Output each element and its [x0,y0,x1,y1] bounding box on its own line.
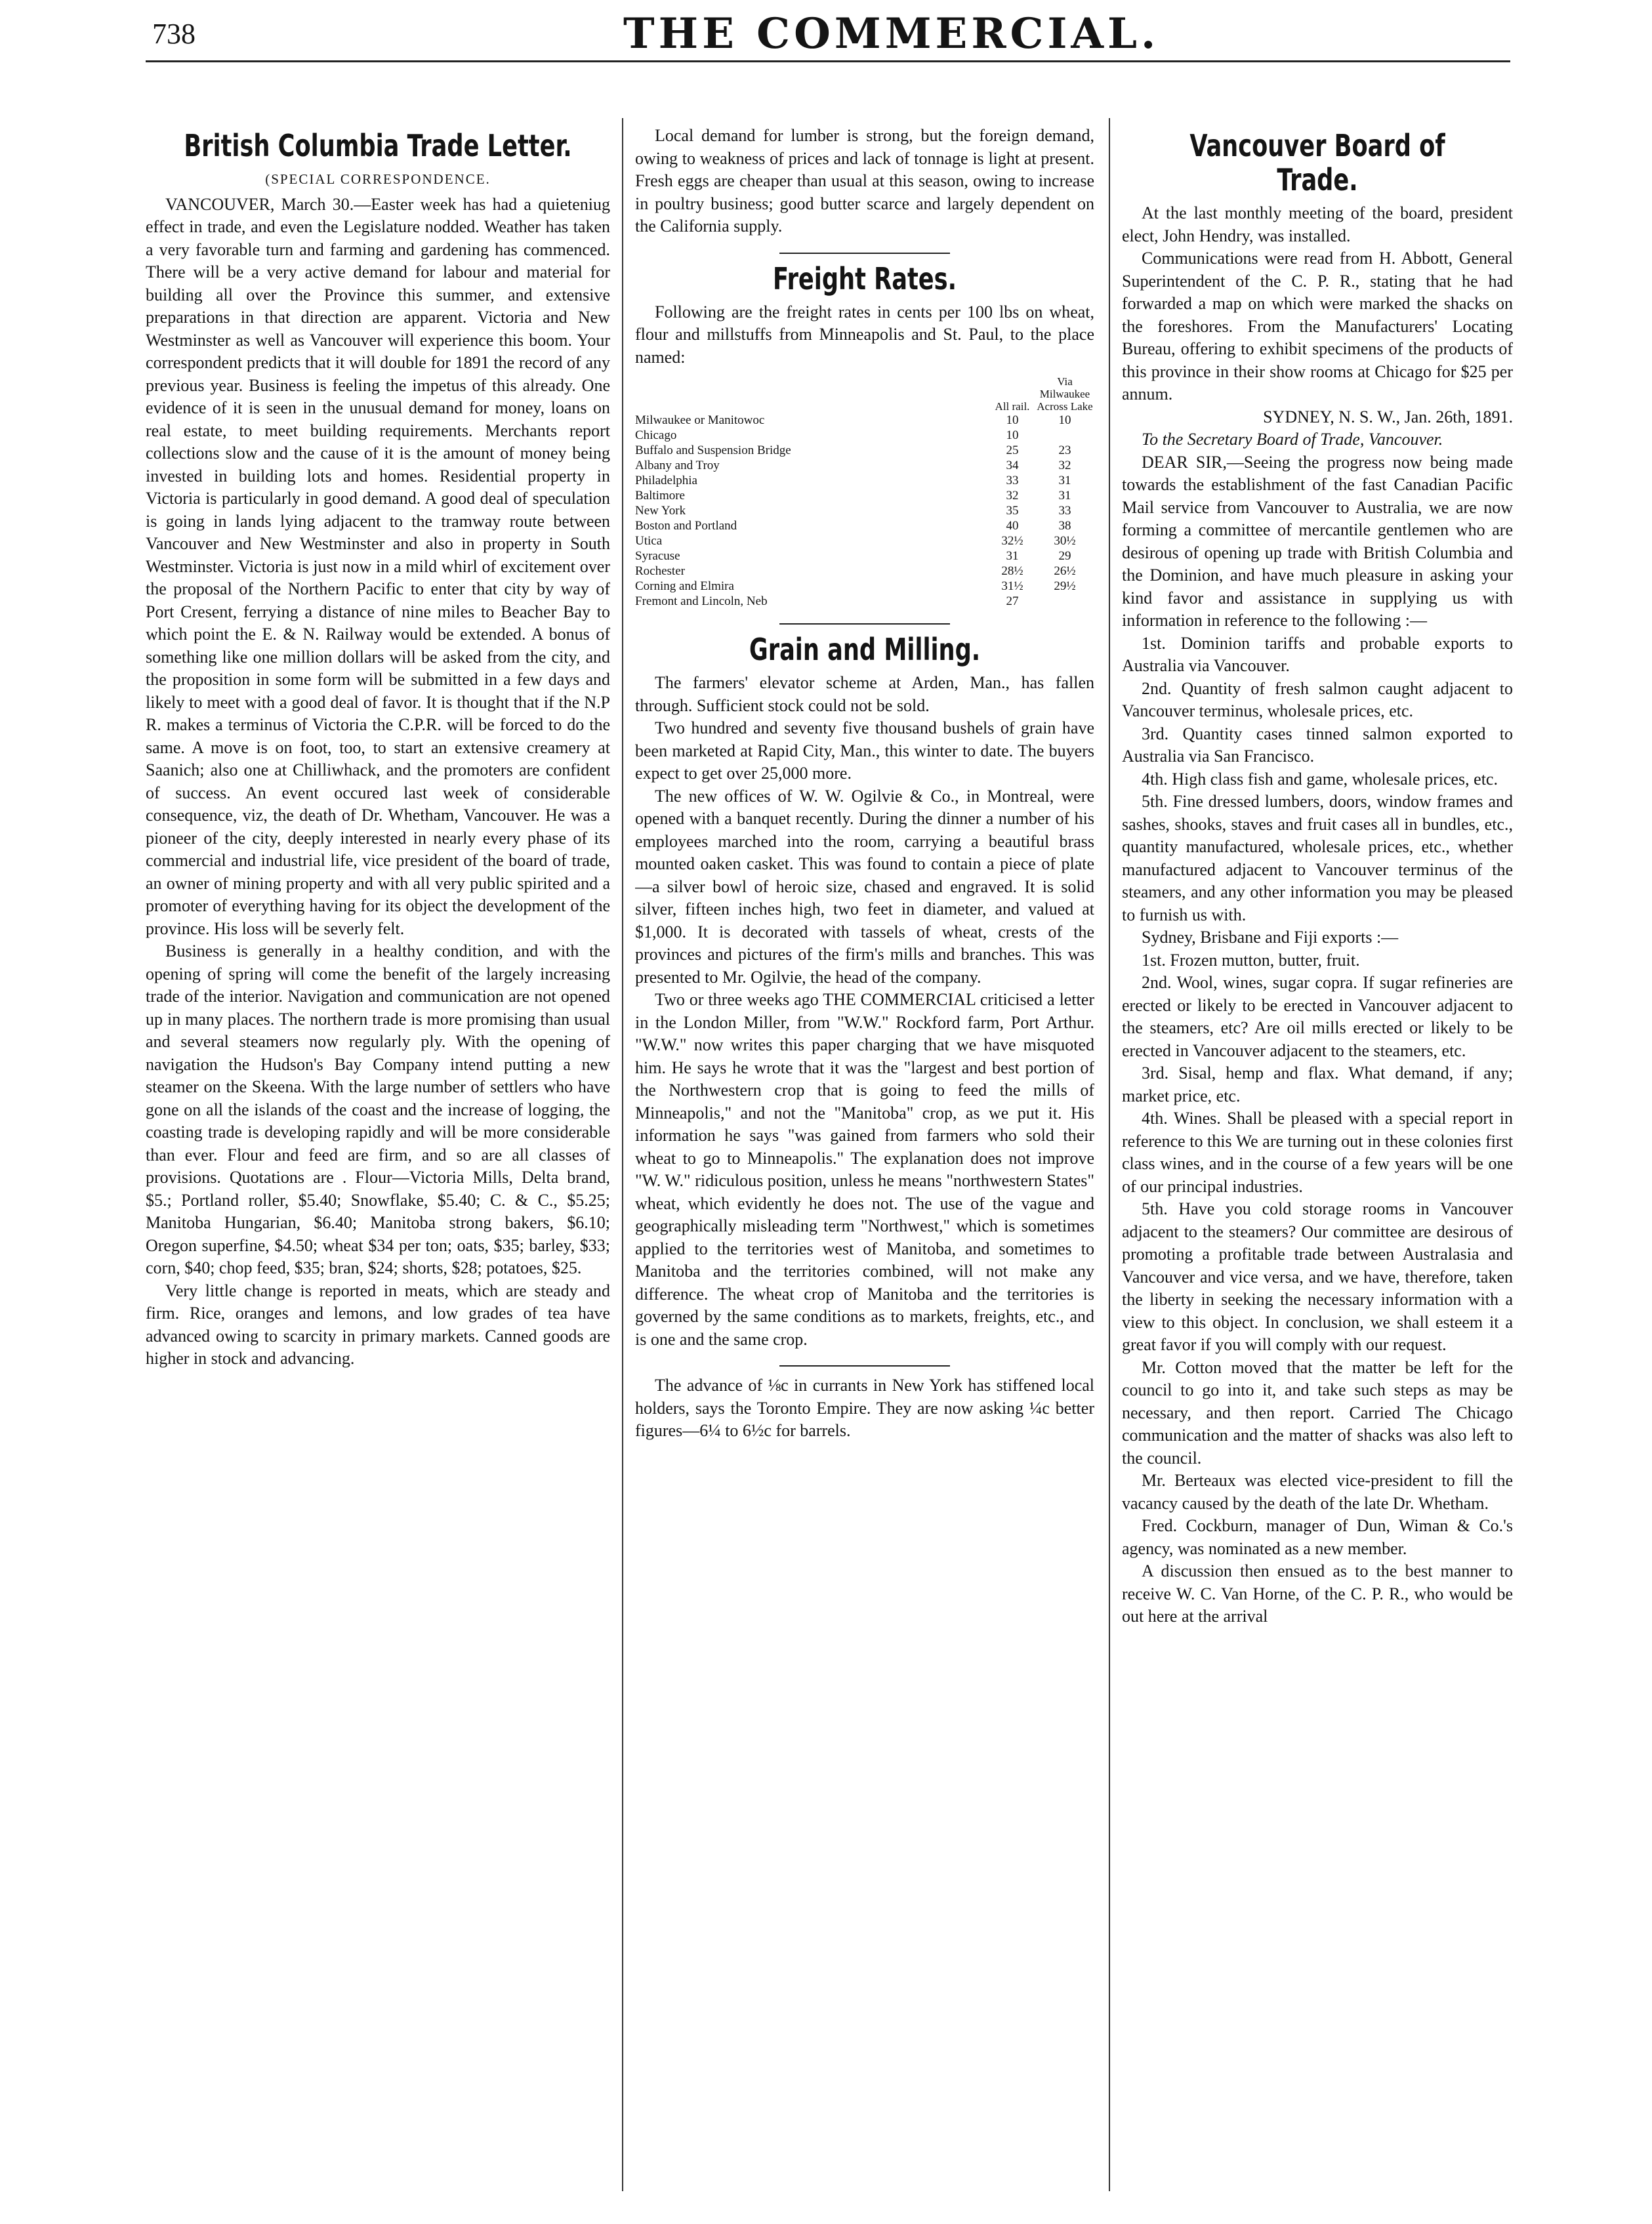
table-row [635,594,1094,609]
paragraph: 1st. Frozen mutton, butter, fruit. [1142,950,1360,970]
paragraph: 3rd. Sisal, hemp and flax. What demand, if any; market price, etc. [1122,1063,1513,1105]
paragraph: 2nd. Quantity of fresh salmon caught adjacent to Vancouver terminus, wholesale prices, etc. [1122,678,1513,720]
table-row [635,443,1094,458]
paragraph: 5th. Have you cold storage rooms in Vancouver adjacent to the steamers? Our committee are desirous of promoting a profitable trade between Australasia and Vancouver and vice versa, and we have, therefore, taken the liberty in seeking the necessary information with a view to this object. In conclusion, we shall esteem it a great favor if you will comply with our request. [1122,1199,1513,1354]
table-row [635,488,1094,503]
article-heading: Vancouver Board of Trade. [1189,128,1445,197]
table-row [635,413,1094,428]
page-number: 738 [152,18,196,50]
rate-place: Corning and Elmira [635,579,734,593]
rate-place: Rochester [635,564,685,578]
rate-via-milwaukee: 29 [1058,549,1071,563]
paragraph: Mr. Berteaux was elected vice-president to fill the vacancy caused by the death of the late Dr. Whetham. [1122,1471,1513,1513]
rate-all-rail: 32 [1006,489,1019,503]
article-heading: British Columbia Trade Letter. [184,128,572,163]
rate-place: New York [635,504,686,518]
paragraph: Following are the freight rates in cents per 100 lbs on wheat, flour and millstuffs from Minneapolis and St. Paul, to the place named: [635,302,1094,367]
paragraph: 5th. Fine dressed lumbers, doors, window frames and sashes, shooks, staves and fruit cases all in bundles, etc., quantity manufactured, wholesale prices, etc., whether manufactured adjacent to Vancouver terminus of the steamers, and any other information you may be pleased to furnish us with. [1122,792,1513,924]
section-divider [779,623,950,625]
rate-all-rail: 34 [1006,459,1019,472]
table-row [635,518,1094,533]
rate-place: Philadelphia [635,474,697,487]
rate-via-milwaukee: 26½ [1054,564,1076,578]
paragraph: Mr. Cotton moved that the matter be left for the council to go into it, and take such steps as may be necessary, and then report. Carried The Chicago communication and the matter of shacks was also left to the council. [1122,1357,1513,1468]
rate-all-rail: 31 [1006,549,1019,563]
table-row [635,503,1094,518]
rate-via-milwaukee: 29½ [1054,579,1076,593]
section-divider [779,253,950,254]
rate-via-milwaukee: 33 [1058,504,1071,518]
table-header: All rail. [995,400,1030,413]
paragraph: Sydney, Brisbane and Fiji exports :— [1142,928,1399,947]
rate-place: Chicago [635,428,677,442]
table-row [635,428,1094,443]
paragraph: Two hundred and seventy five thousand bushels of grain have been marketed at Rapid City, Man., this winter to date. The buyers expect to get over 25,000 more. [635,718,1094,783]
rate-via-milwaukee: 31 [1058,489,1071,503]
table-row [635,564,1094,579]
column-rule [1109,118,1110,2191]
paragraph: The advance of ⅛c in currants in New York has stiffened local holders, says the Toronto Empire. They are now asking ¼c better figures—6¼ to 6½c for barrels. [635,1376,1094,1440]
table-row [635,458,1094,473]
rate-via-milwaukee [1035,594,1094,609]
article-subhead: (SPECIAL CORRESPONDENCE. [265,171,491,187]
rate-place: Utica [635,534,663,548]
rate-via-milwaukee [1035,428,1094,443]
paragraph: The new offices of W. W. Ogilvie & Co., in Montreal, were opened with a banquet recently. During the dinner a number of his employees marched into the room, carrying a beautiful brass mounted oaken casket. This was found to contain a piece of plate—a silver bowl of heroic size, chased and engraved. It is solid silver, fifteen inches high, two feet in diameter, and valued at $1,000. It is decorated with tassels of wheat, crests of the provinces and pictures of the firm's mills and branches. This was presented to Mr. Ogilvie, the head of the company. [635,786,1094,987]
paragraph: 3rd. Quantity cases tinned salmon exported to Australia via San Francisco. [1122,724,1513,766]
freight-rates-body [635,413,1094,609]
paragraph: Local demand for lumber is strong, but the foreign demand, owing to weakness of prices and lack of tonnage is light at present. Fresh eggs are cheaper than usual at this season, owing to increase in poultry business; good butter scarce and largely dependent on the California supply. [635,126,1094,236]
rate-place: Syracuse [635,549,680,563]
rate-place: Milwaukee or Manitowoc [635,413,765,427]
column-rule [622,118,623,2191]
salutation: To the Secretary Board of Trade, Vancouver. [1142,430,1443,449]
dateline: SYDNEY, N. S. W., Jan. 26th, 1891. [1263,407,1513,426]
paragraph: The farmers' elevator scheme at Arden, Man., has fallen through. Sufficient stock could not be sold. [635,673,1094,715]
paragraph: At the last monthly meeting of the board, president elect, John Hendry, was installed. [1122,203,1513,245]
rate-all-rail: 35 [1006,504,1019,518]
table-row [635,579,1094,594]
table-header: Via Milwaukee Across Lake [1037,375,1093,413]
rate-place: Fremont and Lincoln, Neb [635,594,768,608]
masthead: THE COMMERCIAL. [623,9,1160,58]
paragraph: 2nd. Wool, wines, sugar copra. If sugar refineries are erected or likely to be erected in Vancouver adjacent to the steamers, etc? Are oil mills erected or likely to be erected in Vancouver adjacent to the steamers, etc. [1122,973,1513,1060]
article-heading: Freight Rates. [773,260,957,297]
paragraph: Two or three weeks ago THE COMMERCIAL criticised a letter in the London Miller, from "W.W." Rockford farm, Port Arthur. "W.W." now writes this paper charging that we have misquoted him. He says he wrote that it was the "largest and best portion of the Northwestern crop that is going to feed the mills of Minneapolis," and not the "Manitoba" crop, as we put it. His information he says "was gained from farmers who sold their wheat to go to Minneapolis." The explanation does not improve "W. W." ridiculous position, unless he means "northwestern States" wheat, which evidently he does not. The use of the vague and geographically misleading term "Northwest," which is sometimes applied to the territories west of Manitoba, and sometimes to Manitoba and the territories combined, will not make any difference. The wheat crop of Manitoba and the territories is governed by the same conditions as to markets, freights, etc., and is one and the same crop. [635,990,1094,1349]
paragraph: Business is generally in a healthy condition, and with the opening of spring will come the benefit of the largely increasing trade of the interior. Navigation and communication are not opened up in many places. The northern trade is more promising than usual and several steamers now regularly ply. With the opening of navigation the Hudson's Bay Company intend putting a new steamer on the Skeena. With the large number of settlers who have gone on all the islands of the coast and the increase of logging, the coasting trade is developing rapidly and will be more considerable than ever. Flour and feed are firm, and so are all classes of provisions. Quotations are . Flour—Victoria Mills, Delta brand, $5.; Portland roller, $5.40; Snowflake, $5.40; C. & C., $5.25; Manitoba Hungarian, $6.40; Manitoba strong bakers, $6.10; Oregon superfine, $4.50; wheat $34 per ton; oats, $35; barley, $33; corn, $40; chop feed, $35; bran, $24; shorts, $28; potatoes, $25. [146,941,610,1277]
paragraph: Fred. Cockburn, manager of Dun, Wiman & Co.'s agency, was nominated as a new member. [1122,1516,1513,1558]
rate-all-rail: 40 [1006,519,1019,533]
rate-all-rail: 32½ [1001,534,1023,548]
section-divider [779,1365,950,1367]
rate-via-milwaukee: 30½ [1054,534,1076,548]
rate-via-milwaukee: 31 [1058,474,1071,487]
paragraph: VANCOUVER, March 30.—Easter week has had a quieteniug effect in trade, and even the Legislature nodded. Weather has taken a very favorable turn and farming and gardening has commenced. There will be a very active demand for labour and material for building all over the Province this summer, and extensive preparations in that direction are apparent. Victoria and New Westminster as well as Vancouver will experience this boom. Your correspondent predicts that it will double for 1891 the record of any previous year. Business is feeling the impetus of this already. One evidence of it is seen in the unusual demand for money, loans on real estate, to meet building requirements. Merchants report collections slow and the cause of it is the amount of money being invested in building lots and homes. Residential property in Victoria is particularly in good demand. A good deal of speculation is going in lands lying adjacent to the tramway route between Vancouver and New Westminster and also in property in South Westminster. Victoria is just now in a mild whirl of excitement over the proposal of the Northern Pacific to enter that city by way of Port Cresent, ferrying a distance of nine miles to Beacher Bay to which point the E. & N. Railway would be extended. A bonus of something like one million dollars will be asked from the city, and the proposition in some form will be submitted in a few days and likely to meet with a good deal of favor. It is thought that if the N.P R. makes a terminus of Victoria the C.P.R. will be forced to do the same. A move is on foot, too, to start an extensive creamery at Saanich; also one at Chilliwhack, and the promoters are confident of success. An event occured last week of considerable consequence, viz, the death of Dr. Whetham, Vancouver. He was a pioneer of the city, deeply interested in nearly every phase of its commercial and industrial life, vice president of the board of trade, an owner of mining property and with all very public spirited and a promoter of everything having for its object the development of the province. His loss will be severly felt. [146,194,610,938]
table-row [635,473,1094,488]
rate-all-rail: 33 [1006,474,1019,487]
rate-via-milwaukee: 38 [1058,519,1071,533]
paragraph: A discussion then ensued as to the best manner to receive W. C. Van Horne, of the C. P. R., who would be out here at the arrival [1122,1561,1513,1626]
rate-all-rail: 27 [1006,594,1019,608]
rate-all-rail: 28½ [1001,564,1023,578]
paragraph: 1st. Dominion tariffs and probable exports to Australia via Vancouver. [1122,633,1513,675]
header-rule [146,60,1510,62]
rate-place: Albany and Troy [635,459,720,472]
article-heading: Grain and Milling. [749,632,981,667]
rate-via-milwaukee: 23 [1058,443,1071,457]
rate-all-rail: 31½ [1001,579,1023,593]
rate-all-rail: 10 [1006,428,1019,442]
rate-place: Baltimore [635,489,685,503]
table-row [635,548,1094,564]
rate-via-milwaukee: 32 [1058,459,1071,472]
table-row [635,533,1094,548]
paragraph: 4th. High class fish and game, wholesale prices, etc. [1142,769,1498,789]
rate-place: Buffalo and Suspension Bridge [635,443,791,457]
paragraph: Very little change is reported in meats, which are steady and firm. Rice, oranges and lemons, and low grades of tea have advanced owing to scarcity in primary markets. Canned goods are higher in stock and advancing. [146,1281,610,1368]
column-right [1122,125,1513,2211]
paragraph: Communications were read from H. Abbott, General Superintendent of the C. P. R., stating that he had forwarded a map on which were marked the shacks on the foreshores. From the Manufacturers' Locating Bureau, offering to exhibit specimens of the products of this province in their show rooms at Chicago for $25 per annum. [1122,249,1513,403]
rate-all-rail: 25 [1006,443,1019,457]
freight-rates-table [635,375,1094,609]
rate-place: Boston and Portland [635,519,737,533]
column-middle [635,125,1094,2211]
paragraph: 4th. Wines. Shall be pleased with a special report in reference to this We are turning out in these colonies first class wines, and in the course of a few years will be one of our principal industries. [1122,1109,1513,1196]
column-left [146,125,610,2211]
paragraph: DEAR SIR,—Seeing the progress now being made towards the establishment of the fast Canadian Pacific Mail service from Vancouver to Australia, we are now forming a committee of mercantile gentlemen who are desirous of opening up trade with British Columbia and the Dominion, and have much pleasure in asking your kind favor and assistance in supplying us with information in reference to the following :— [1122,452,1513,630]
rate-all-rail: 10 [1006,413,1019,427]
rate-via-milwaukee: 10 [1058,413,1071,427]
